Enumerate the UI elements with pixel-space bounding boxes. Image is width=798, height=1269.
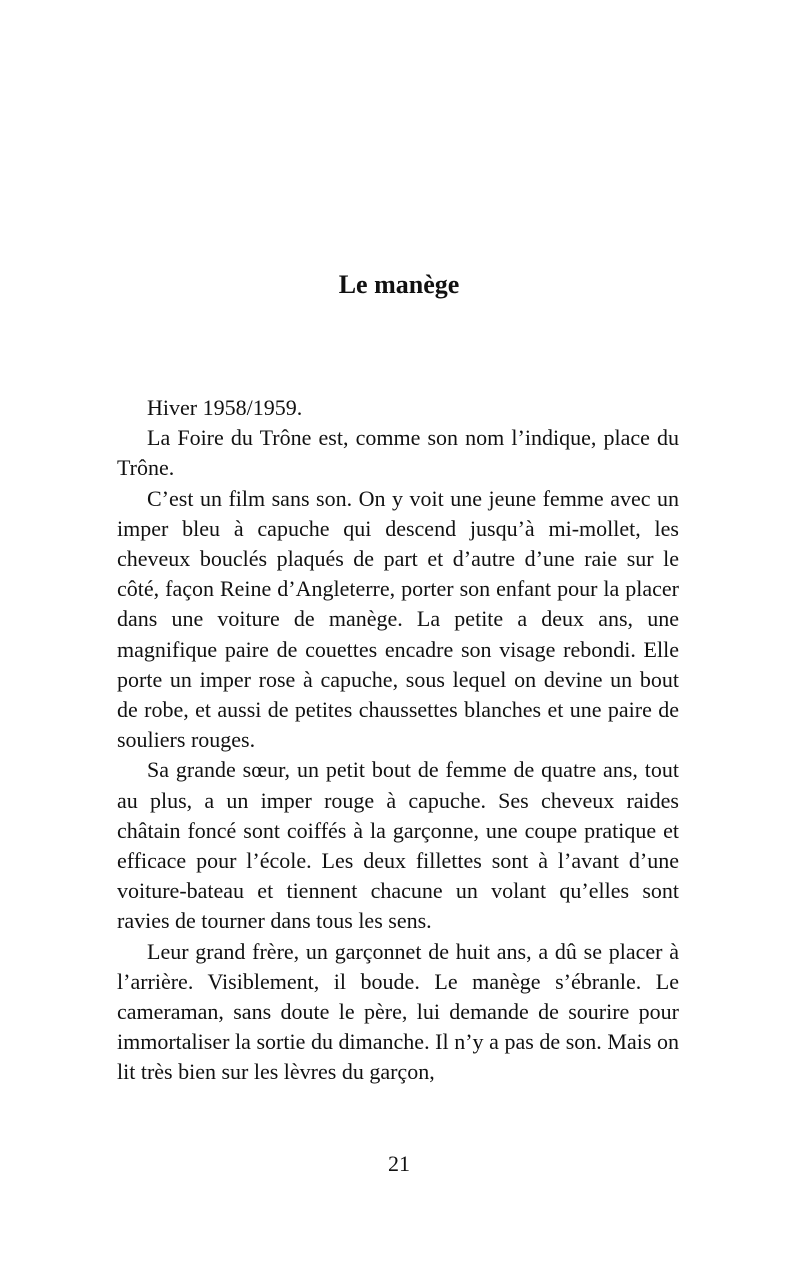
paragraph: La Foire du Trône est, comme son nom l’indique, place du Trône. [117, 425, 679, 481]
body-text [117, 393, 679, 1088]
paragraph: Leur grand frère, un garçonnet de huit ans, a dû se placer à l’arrière. Visiblement, il boude. Le manège s’ébranle. Le cameraman, sans doute le père, lui demande de sourire pour immortaliser la sortie du dimanche. Il n’y a pas de son. Mais on lit très bien sur les lèvres du garçon, [117, 938, 679, 1085]
chapter-title: Le manège [338, 270, 460, 299]
paragraph: C’est un film sans son. On y voit une jeune femme avec un imper bleu à capuche qui descend jusqu’à mi-mollet, les cheveux bouclés plaqués de part et d’autre d’une raie sur le côté, façon Reine d’Angleterre, porter son enfant pour la placer dans une voiture de manège. La petite a deux ans, une magnifique paire de couettes encadre son visage rebondi. Elle porte un imper rose à capuche, sous lequel on devine un bout de robe, et aussi de petites chaussettes blanches et une paire de souliers rouges. [117, 485, 679, 753]
paragraph: Sa grande sœur, un petit bout de femme de quatre ans, tout au plus, a un imper rouge à capuche. Ses cheveux raides châtain foncé sont coiffés à la garçonne, une coupe pratique et efficace pour l’école. Les deux fillettes sont à l’avant d’une voiture-bateau et tiennent chacune un volant qu’elles sont ravies de tourner dans tous les sens. [117, 757, 679, 934]
page-number: 21 [388, 1151, 410, 1176]
paragraph: Hiver 1958/1959. [147, 395, 303, 420]
